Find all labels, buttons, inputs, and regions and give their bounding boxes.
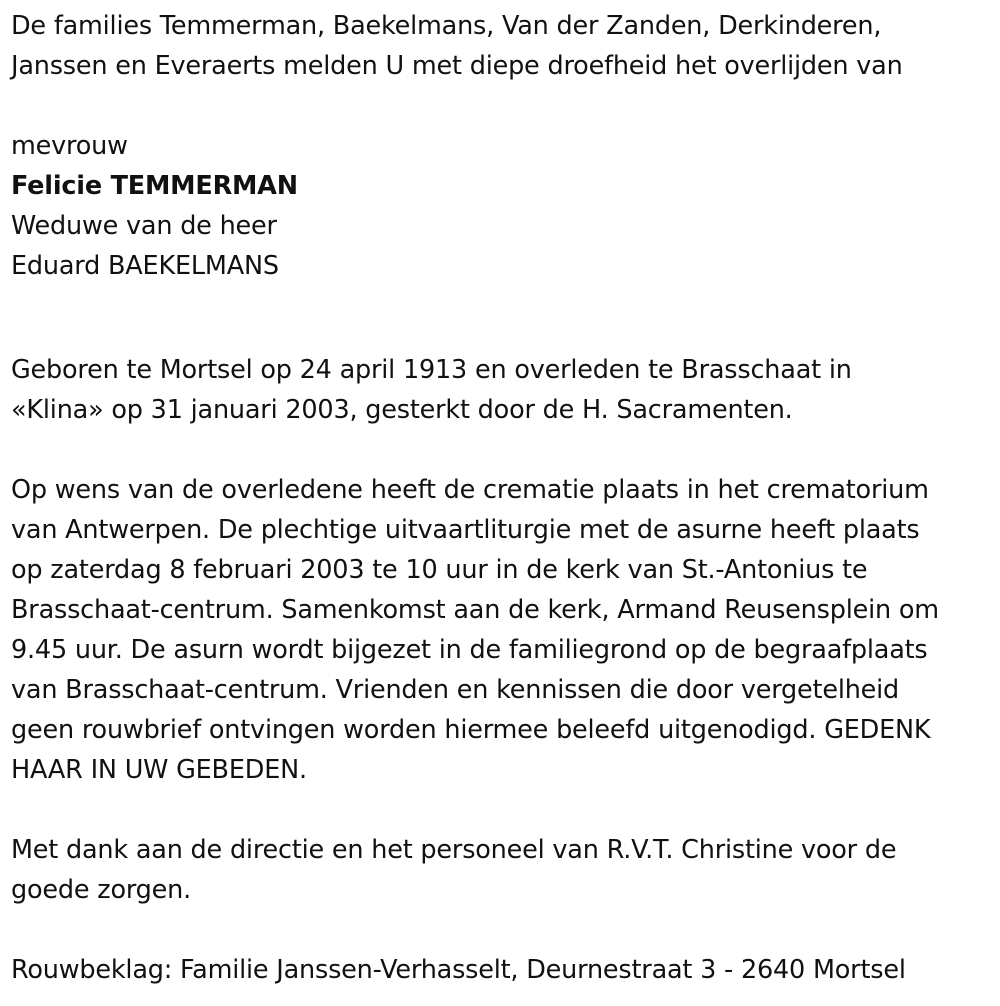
ceremony-line: 9.45 uur. De asurn wordt bijgezet in de familiegrond op de begraafplaats <box>11 635 928 665</box>
ceremony-line: van Brasschaat-centrum. Vrienden en kennissen die door vergetelheid <box>11 675 900 705</box>
intro-paragraph <box>11 6 996 86</box>
birth-death-line: «Klina» op 31 januari 2003, gesterkt door de H. Sacramenten. <box>11 395 793 425</box>
thanks-line: Met dank aan de directie en het personeel van R.V.T. Christine voor de <box>11 835 897 865</box>
thanks-paragraph <box>11 830 996 910</box>
spouse-name: Eduard BAEKELMANS <box>11 251 279 281</box>
ceremony-line: Brasschaat-centrum. Samenkomst aan de kerk, Armand Reusensplein om <box>11 595 939 625</box>
condolence-paragraph <box>11 950 996 990</box>
birth-death-paragraph <box>11 350 996 430</box>
deceased-relation: Weduwe van de heer <box>11 211 277 241</box>
deceased-name: Felicie TEMMERMAN <box>11 171 298 201</box>
condolence-line: Rouwbeklag: Familie Janssen-Verhasselt, Deurnestraat 3 - 2640 Mortsel <box>11 955 906 985</box>
deceased-title: mevrouw <box>11 131 128 161</box>
ceremony-paragraph <box>11 470 996 790</box>
thanks-line: goede zorgen. <box>11 875 192 905</box>
ceremony-line: van Antwerpen. De plechtige uitvaartliturgie met de asurne heeft plaats <box>11 515 920 545</box>
deceased-block <box>11 126 996 286</box>
ceremony-line: Op wens van de overledene heeft de crematie plaats in het crematorium <box>11 475 929 505</box>
intro-line: De families Temmerman, Baekelmans, Van der Zanden, Derkinderen, <box>11 11 882 41</box>
intro-line: Janssen en Everaerts melden U met diepe droefheid het overlijden van <box>11 51 903 81</box>
birth-death-line: Geboren te Mortsel op 24 april 1913 en overleden te Brasschaat in <box>11 355 852 385</box>
ceremony-line: HAAR IN UW GEBEDEN. <box>11 755 307 785</box>
ceremony-line: op zaterdag 8 februari 2003 te 10 uur in de kerk van St.-Antonius te <box>11 555 868 585</box>
ceremony-line: geen rouwbrief ontvingen worden hiermee beleefd uitgenodigd. GEDENK <box>11 715 931 745</box>
